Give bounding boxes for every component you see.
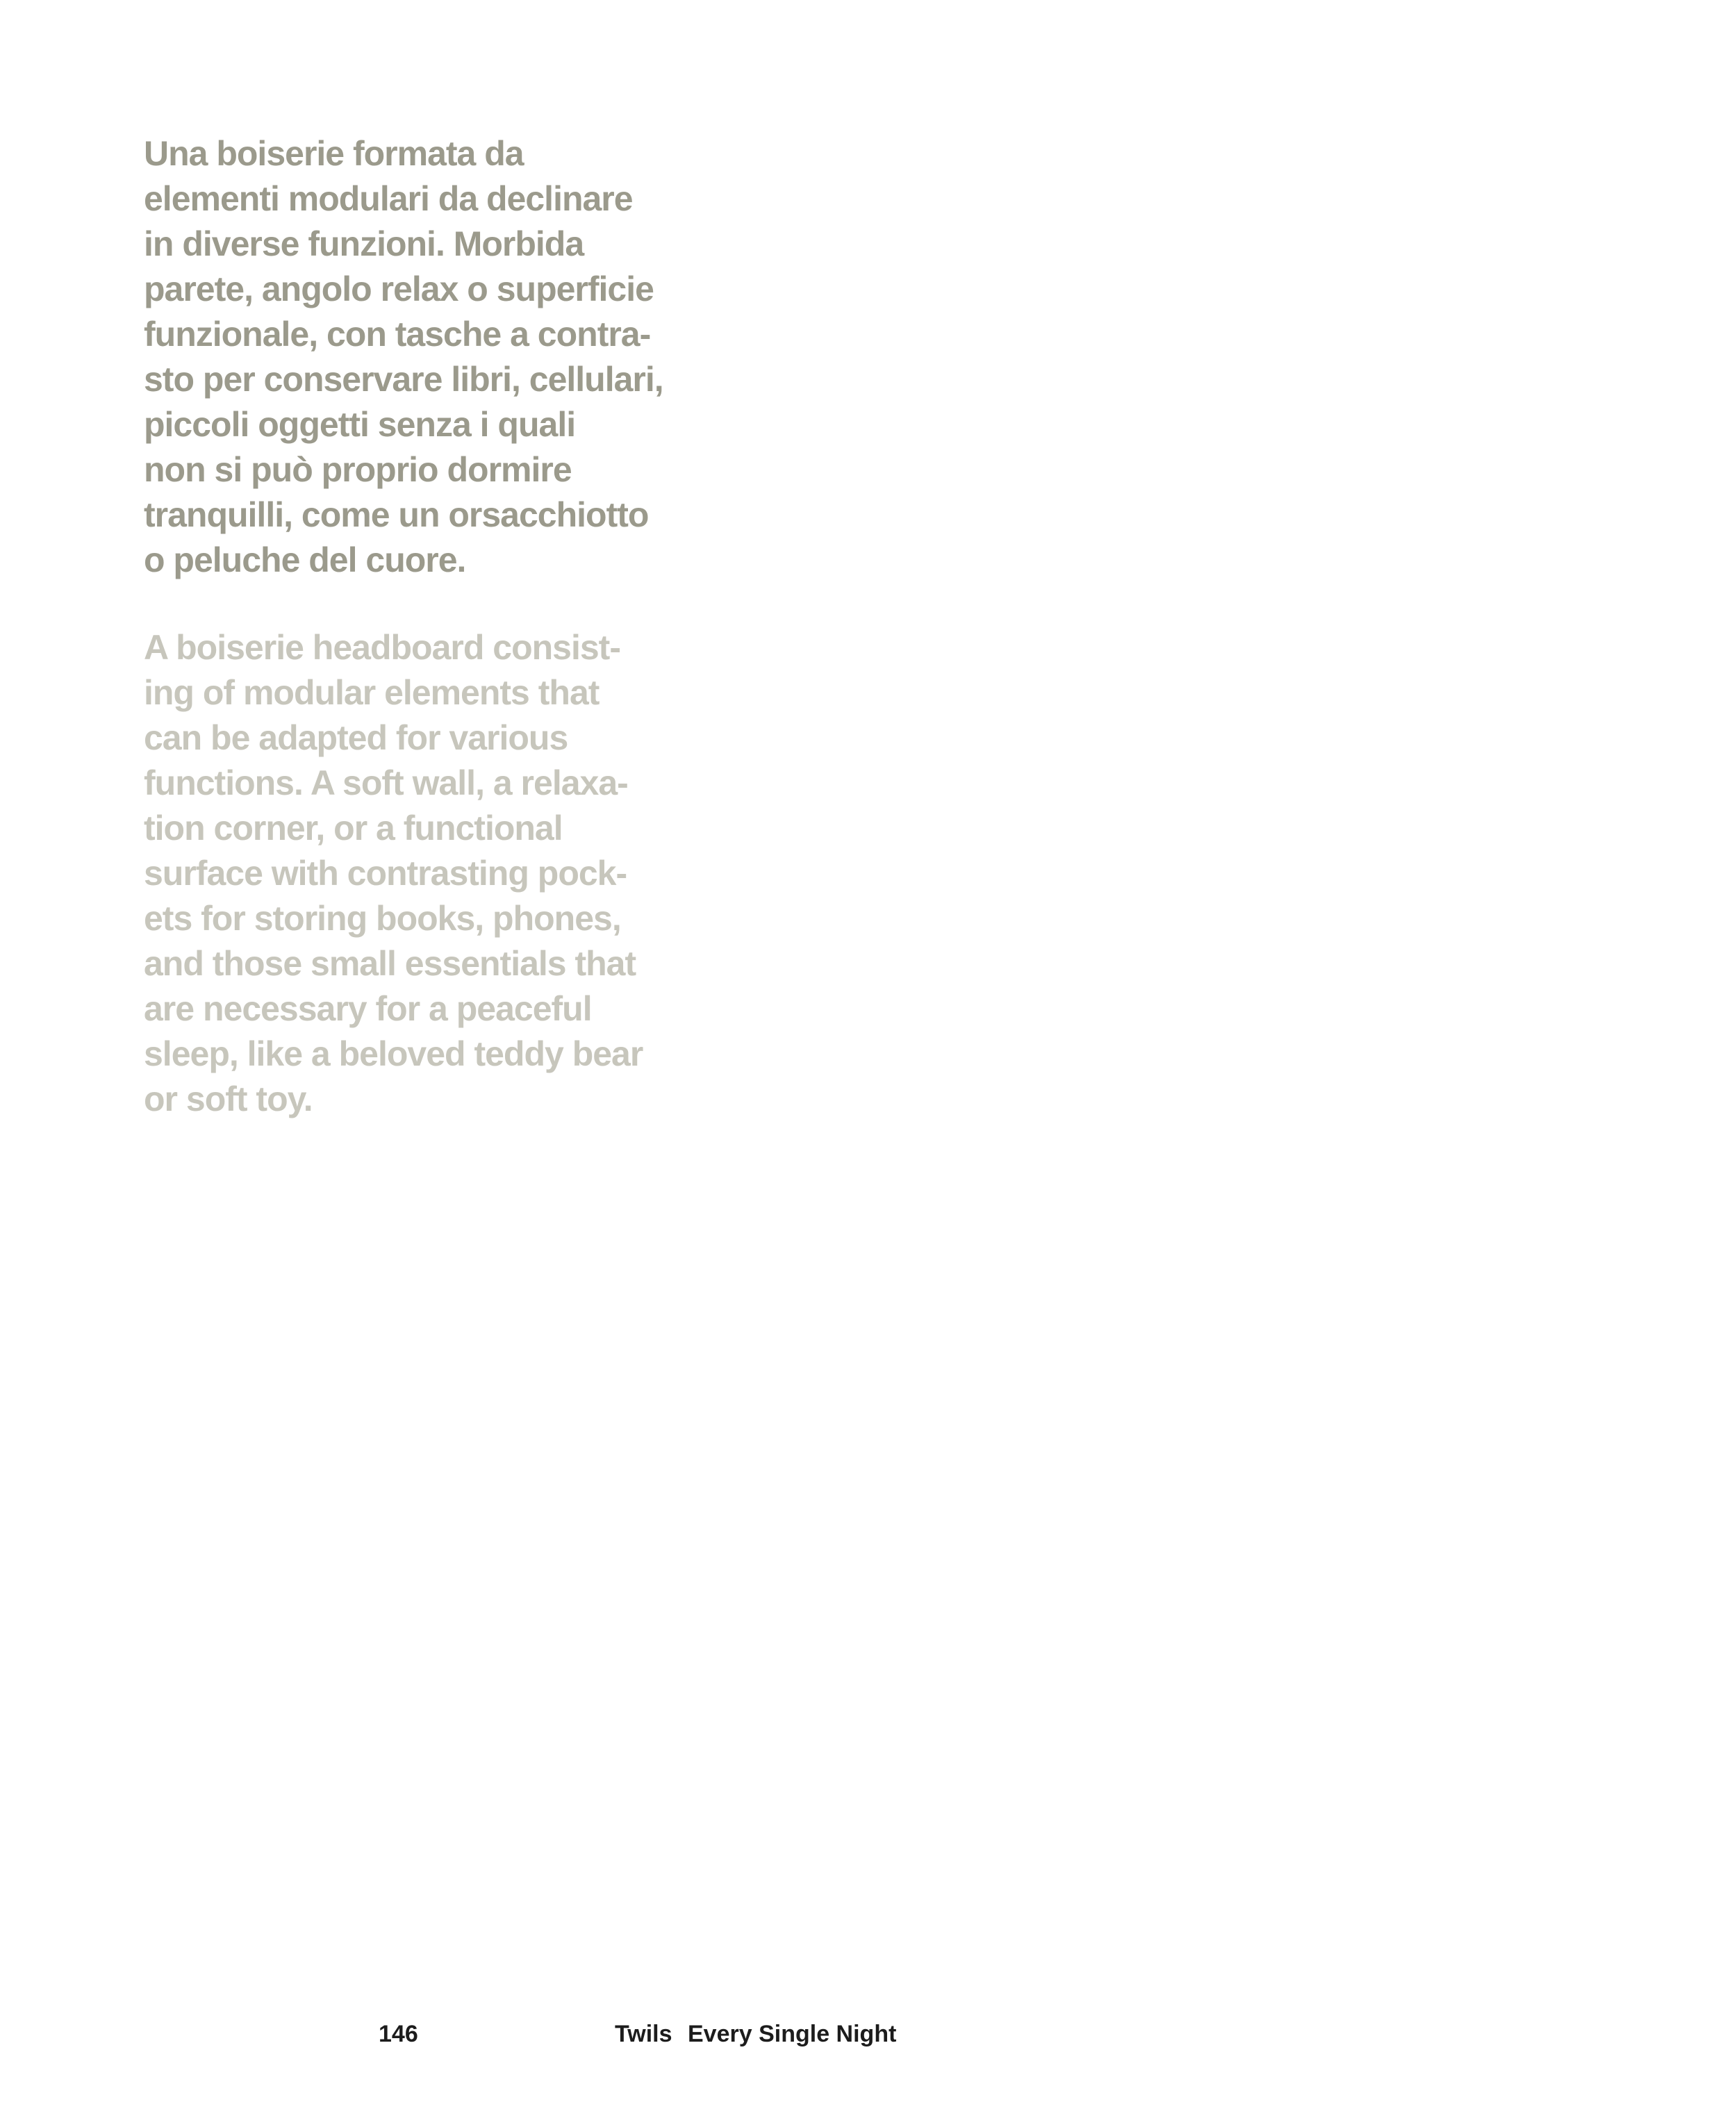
italian-line: o peluche del cuore. [144,540,466,579]
english-line: or soft toy. [144,1080,313,1118]
english-line: ets for storing books, phones, [144,899,621,938]
english-line: and those small essentials that [144,944,636,983]
italian-paragraph [144,131,713,583]
italian-line: tranquilli, come un orsacchiotto [144,495,649,534]
italian-line: sto per conservare libri, cellulari, [144,360,663,399]
italian-line: funzionale, con tasche a contra- [144,315,651,354]
italian-line: Una boiserie formata da [144,134,524,173]
english-line: ing of modular elements that [144,673,600,712]
english-line: A boiserie headboard consist- [144,628,620,667]
footer-collection-title: Every Single Night [688,2021,897,2047]
english-line: functions. A soft wall, a relaxa- [144,763,628,802]
english-line: can be adapted for various [144,718,568,757]
italian-line: in diverse funzioni. Morbida [144,224,584,263]
italian-line: piccoli oggetti senza i quali [144,405,576,444]
italian-line: parete, angolo relax o superficie [144,270,654,308]
english-line: are necessary for a peaceful [144,989,592,1028]
italian-line: non si può proprio dormire [144,450,572,489]
page-number: 146 [379,2021,418,2047]
english-line: tion corner, or a functional [144,809,563,847]
english-line: surface with contrasting pock- [144,854,627,893]
footer-brand: Twils [615,2021,672,2047]
italian-line: elementi modulari da declinare [144,179,633,218]
english-line: sleep, like a beloved teddy bear [144,1034,643,1073]
english-paragraph [144,625,713,1122]
